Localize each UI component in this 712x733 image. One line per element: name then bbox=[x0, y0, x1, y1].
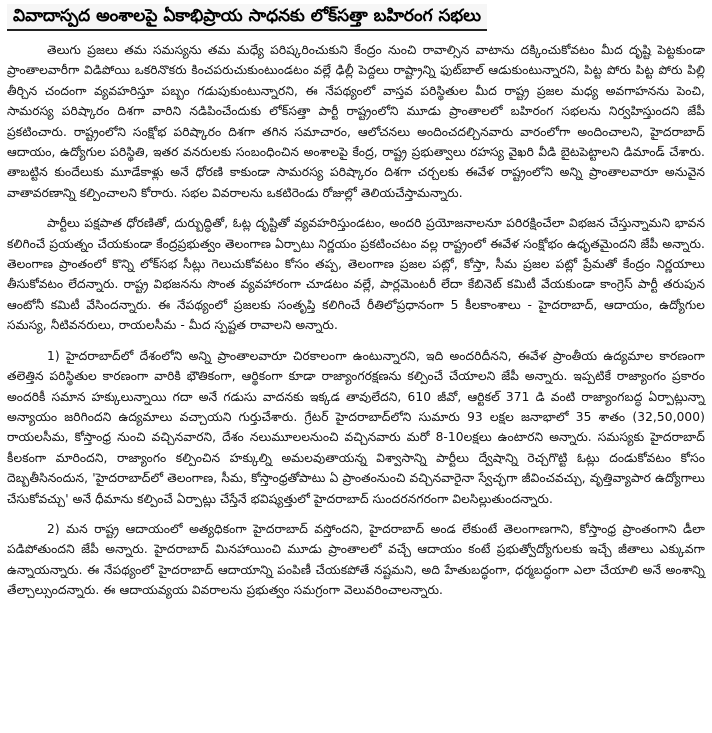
article-paragraph: 2) మన రాష్ట్ర ఆదాయంలో అత్యధికంగా హైదరాబాద్ వస్తోందని, హైదరాబాద్ అండ లేకుంటే తెలంగాణగాని, కోస్తాంధ్ర ప్రాంతంగాని డీలా పడిపోతుందని జేపీ అన్నారు. హైదరాబాద్ మినహాయించి మూడు ప్రాంతాలలో వచ్చే ఆదాయం కంటే ప్రభుత్వోద్యోగులకు ఇచ్చే జీతాలు ఎక్కువగా ఉన్నాయన్నారు. ఈ నేపథ్యంలో హైదరాబాద్ ఆదాయాన్ని పంపిణీ చేయకపోతే నష్టమని, అది హేతుబద్ధంగా, ధర్మబద్ధంగా ఎలా చేయాలి అనే అంశాన్ని తేల్చాల్సుందన్నారు. ఈ ఆదాయవ్యయ వివరాలను ప్రభుత్వం సమగ్రంగా వెలువరించాలన్నారు. bbox=[7, 521, 705, 598]
article-paragraph: 1) హైదరాబాద్‌లో దేశంలోని అన్ని ప్రాంతాలవారూ చిరకాలంగా ఉంటున్నారని, ఇది అందరిదీనని, ఈవేళ ప్రాంతీయ ఉద్యమాల కారణంగా తలెత్తిన పరిస్థితుల కారణంగా వారికి భౌతికంగా, ఆర్థికంగా కూడా రాజ్యాంగరక్షణను కల్పించే చేయాలని జేపీ అన్నారు. ఇప్పటికే రాజ్యాంగం ప్రకారం అందరికీ సమాన హక్కులున్నాయి గదా అనే గడుసు వాదనకు ఇక్కడ తావులేదని, 610 జీవో, ఆర్టికల్ 371 డి వంటి రాజ్యాంగబద్ధ ఏర్పాట్లున్నా అన్యాయం జరిగిందని ఉద్యమాలు వచ్చాయని గుర్తుచేశారు. గ్రేటర్ హైదరాబాద్‌లోని సుమారు 93 లక్షల జనాభాలో 35 శాతం (32,50,000) రాయలసీమ, కోస్తాంధ్ర నుంచి వచ్చినవారని, దేశం నలుమూలలనుంచి వచ్చినవారు మరో 8-10లక్షలు ఉంటారని అన్నారు. సమస్యకు హైదరాబాద్ కీలకంగా మారిందని, రాజ్యాంగం కల్పించిన హక్కుల్ని అమలవుతాయన్న విశ్వాసాన్ని పార్టీలు ద్వేషాన్ని రెచ్చగొట్టి ఓట్లు దండుకోవటం కోసం దెబ్బతీసినందున, 'హైదరాబాద్‌లో తెలంగాణ, సీమ, కోస్తాంధ్రతోపాటు ఏ ప్రాంతంనుంచి వచ్చినవారైనా స్వేచ్ఛగా జీవించవచ్చు, వృత్తివ్యాపార ఉద్యోగాలు చేసుకోవచ్చు' అనే ధీమాను కల్పించే ఏర్పాట్లు చేస్తేనే భవిష్యత్తులో హైదరాబాద్ సుందరనగరంగా విలసిల్లుతుందన్నారు. bbox=[7, 348, 705, 506]
article-headline: వివాదాస్పద అంశాలపై ఏకాభిప్రాయ సాధనకు లోక్‌సత్తా బహిరంగ సభలు bbox=[7, 4, 487, 31]
article-paragraph: తెలుగు ప్రజలు తమ సమస్యను తమ మధ్యే పరిష్కరించుకుని కేంద్రం నుంచి రావాల్సిన వాటాను దక్కించుకోవటం మీద దృష్టి పెట్టకుండా ప్రాంతాలవారీగా విడిపోయి ఒకరినొకరు కించపరుచుకుంటుండటం వల్లే ఢిల్లీ పెద్దలు రాష్ట్రాన్ని ఫుట్‌బాల్ ఆడుకుంటున్నారని, పిట్ట పోరు పిట్ట పోరు పిల్లి తీర్చిన చందంగా వ్యవహరిస్తూ పబ్బం గడుపుకుంటున్నారని, ఈ నేపథ్యంలో వాస్తవ పరిస్థితుల మీద రాష్ట్ర ప్రజల మధ్య అవగాహనను పెంచి, సామరస్య పరిష్కారం దిశగా వారిని నడిపించేందుకు లోక్‌సత్తా పార్టీ రాష్ట్రంలోని మూడు ప్రాంతాలలో బహిరంగ సభలను నిర్వహిస్తుందని జేపీ ప్రకటించారు. రాష్ట్రంలోని సంక్షోభ పరిష్కారం దిశగా తగిన సమాచారం, ఆలోచనలు అందించదల్చినవారు వారంలోగా అందించాలని, హైదరాబాద్ ఆదాయం, ఉద్యోగుల పరిస్థితి, ఇతర వనరులకు సంబంధించిన అంశాలపై కేంద్ర, రాష్ట్ర ప్రభుత్వాలు రహస్య వైఖరి వీడి బైటపెట్టాలని డిమాండ్ చేశారు. తాబట్టిన కుందేలుకు మూడేకాళ్లు అనే ధోరణి కాకుండా సామరస్య పరిష్కారం దిశగా చర్చలకు ఈవేళ రాష్ట్రంలోని అన్ని ప్రాంతాలవారూ అనువైన వాతావరణాన్ని కల్పించాలని కోరారు. సభల వివరాలను ఒకటిరెండు రోజుల్లో తెలియచేస్తామన్నారు. bbox=[7, 43, 705, 200]
article-paragraph: పార్టీలు పక్షపాత ధోరణితో, దుర్బుద్ధితో, ఓట్ల దృష్టితో వ్యవహరిస్తుండటం, అందరి ప్రయోజనాలనూ పరిరక్షించేలా విభజన చేస్తున్నామని భావన కలిగించే ప్రయత్నం చేయకుండా కేంద్రప్రభుత్వం తెలంగాణ ఏర్పాటు నిర్ణయం ప్రకటించటం వల్ల రాష్ట్రంలో ఈవేళ సంక్షోభం ఉధృతమైందని జేపీ అన్నారు. తెలంగాణ ప్రాంతంలో కొన్ని లోక్‌సభ సీట్లు గెలుచుకోవటం కోసం తప్ప, తెలంగాణ ప్రజల పట్లో, కోస్తా, సీమ ప్రజల పట్లో ప్రేమతో కేంద్రం నిర్ణయాలు తీసుకోవటం లేదన్నారు. రాష్ట్ర విభజనను సొంత వ్యవహారంగా చూడటం వల్లే, పార్లమెంటరీ లేదా కేబినెట్ కమిటీ వేయకుండా కాంగ్రెస్ పార్టీ తరుపున ఆంటోనీ కమిటీ వేసిందన్నారు. ఈ నేపథ్యంలో ప్రజలకు సంతృప్తి కలిగించే రీతిలోప్రధానంగా 5 కీలకాంశాలు - హైదరాబాద్, ఆదాయం, ఉద్యోగుల సమస్య, నీటివనరులు, రాయలసీమ - మీద స్పష్టత రావాలని అన్నారు. bbox=[7, 216, 705, 333]
